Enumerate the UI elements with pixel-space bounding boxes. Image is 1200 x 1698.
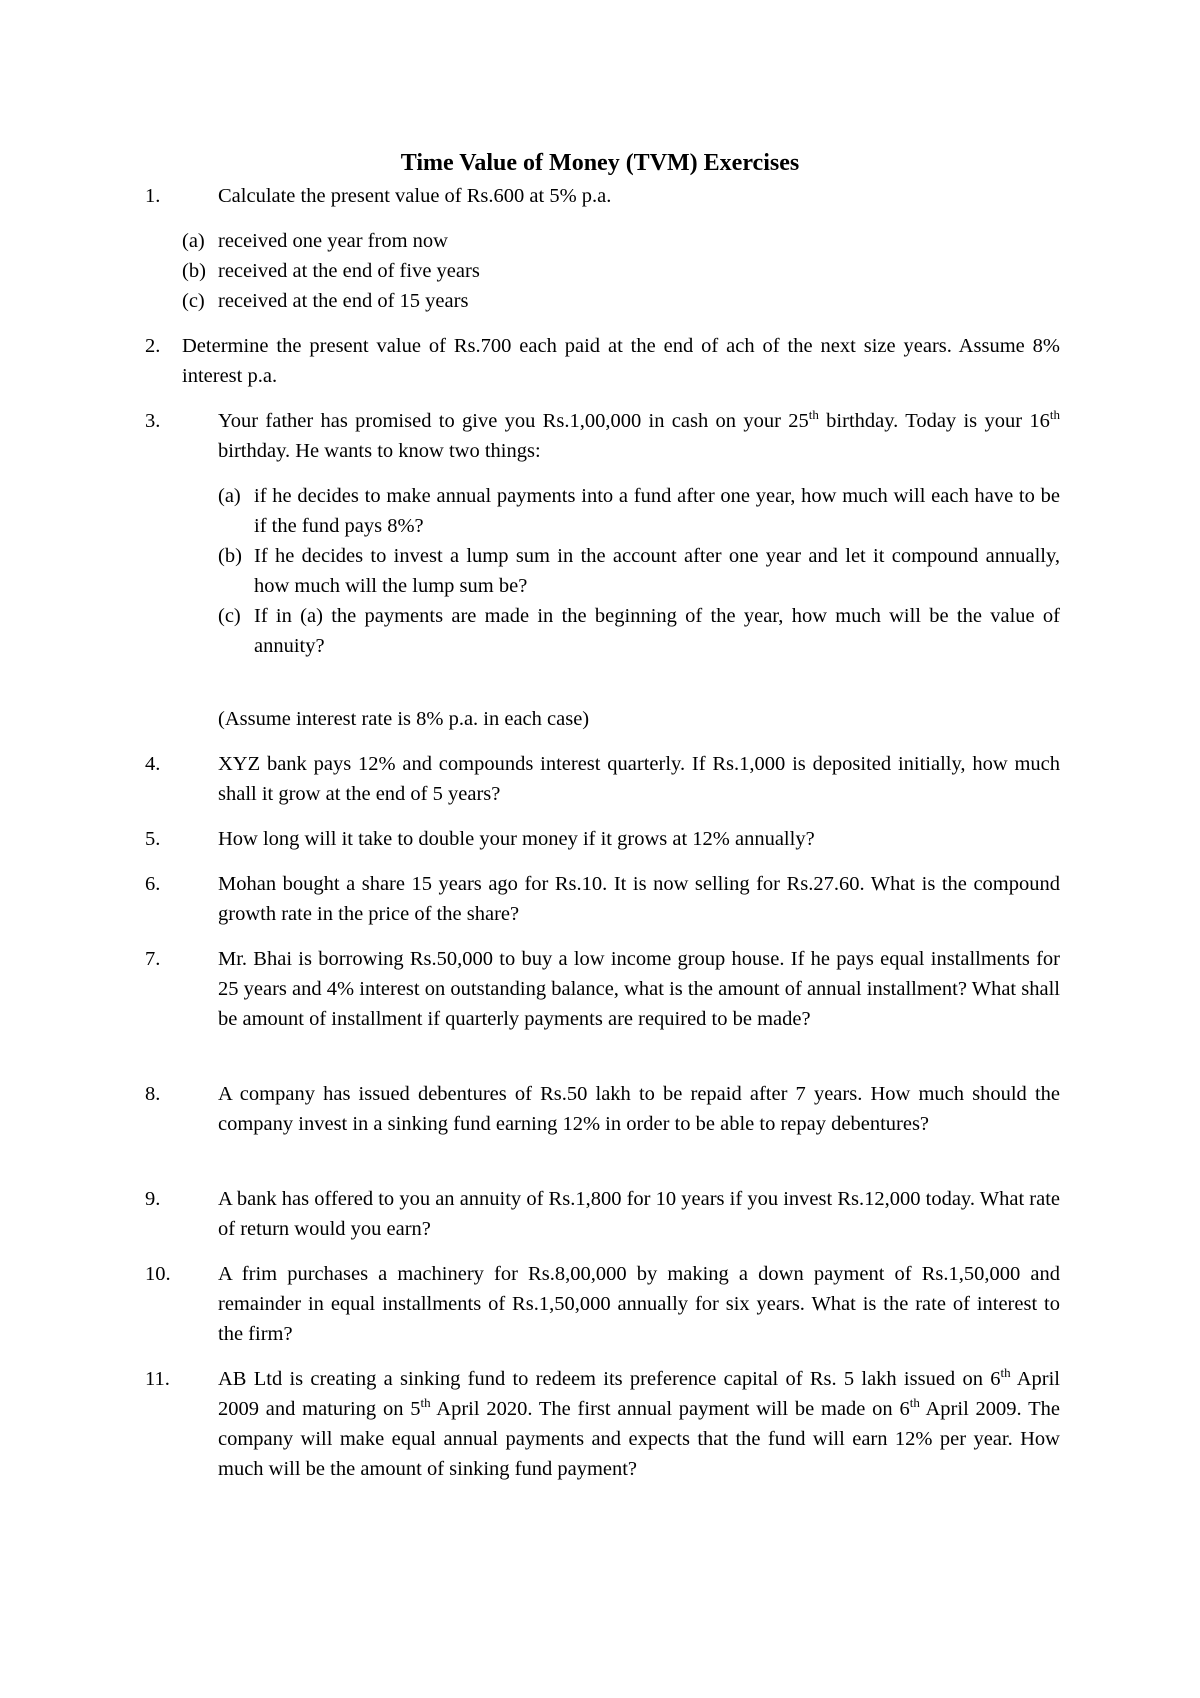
- part-text: If in (a) the payments are made in the beginning of the year, how much will be the value of annuity?: [254, 605, 1060, 657]
- question-number: 2.: [145, 335, 161, 357]
- question-number: 11.: [145, 1368, 170, 1390]
- question-number: 6.: [145, 873, 161, 895]
- question-text: A frim purchases a machinery for Rs.8,00,000 by making a down payment of Rs.1,50,000 and remainder in equal installments of Rs.1,50,000 annually for six years. What is the rate of interest to the firm?: [218, 1263, 1060, 1345]
- question-text: Calculate the present value of Rs.600 at 5% p.a.: [218, 185, 612, 207]
- part-label: (b): [218, 545, 242, 567]
- part-label: (c): [218, 605, 241, 627]
- question-text: XYZ bank pays 12% and compounds interest quarterly. If Rs.1,000 is deposited initially, how much shall it grow at the end of 5 years?: [218, 753, 1060, 805]
- question-text: Mr. Bhai is borrowing Rs.50,000 to buy a low income group house. If he pays equal installments for 25 years and 4% interest on outstanding balance, what is the amount of annual installment? What shall be amount of installment if quarterly payments are required to be made?: [218, 948, 1060, 1030]
- question-text: A company has issued debentures of Rs.50 lakh to be repaid after 7 years. How much should the company invest in a sinking fund earning 12% in order to be able to repay debentures?: [218, 1083, 1060, 1135]
- part-label: (a): [218, 485, 241, 507]
- question-number: 1.: [145, 185, 161, 207]
- question-text: Mohan bought a share 15 years ago for Rs.10. It is now selling for Rs.27.60. What is the compound growth rate in the price of the share?: [218, 873, 1060, 925]
- question-number: 9.: [145, 1188, 161, 1210]
- question-number: 5.: [145, 828, 161, 850]
- part-label: (a): [182, 230, 205, 252]
- part-label: (c): [182, 290, 205, 312]
- question-number: 8.: [145, 1083, 161, 1105]
- question-number: 4.: [145, 753, 161, 775]
- question-text: A bank has offered to you an annuity of Rs.1,800 for 10 years if you invest Rs.12,000 today. What rate of return would you earn?: [218, 1188, 1060, 1240]
- question-text: Your father has promised to give you Rs.1,00,000 in cash on your 25th birthday. Today is your 16th birthday. He wants to know two things:: [218, 407, 1060, 462]
- part-text: received at the end of 15 years: [218, 290, 469, 312]
- document-title: Time Value of Money (TVM) Exercises: [400, 150, 800, 176]
- question-number: 10.: [145, 1263, 171, 1285]
- question-3-note: (Assume interest rate is 8% p.a. in each case): [218, 708, 590, 730]
- part-label: (b): [182, 260, 206, 282]
- question-number: 3.: [145, 410, 161, 432]
- question-number: 7.: [145, 948, 161, 970]
- question-text: AB Ltd is creating a sinking fund to redeem its preference capital of Rs. 5 lakh issued on 6th April 2009 and maturing on 5th April 2020. The first annual payment will be made on 6th April 2009. The company will make equal annual payments and expects that the fund will earn 12% per year. How much will be the amount of sinking fund payment?: [218, 1365, 1060, 1480]
- part-text: received one year from now: [218, 230, 448, 252]
- part-text: If he decides to invest a lump sum in the account after one year and let it compound annually, how much will the lump sum be?: [254, 545, 1060, 597]
- part-text: if he decides to make annual payments into a fund after one year, how much will each have to be if the fund pays 8%?: [254, 485, 1060, 537]
- question-text: How long will it take to double your money if it grows at 12% annually?: [218, 828, 815, 850]
- part-text: received at the end of five years: [218, 260, 480, 282]
- question-text: Determine the present value of Rs.700 each paid at the end of ach of the next size years. Assume 8% interest p.a.: [182, 335, 1060, 387]
